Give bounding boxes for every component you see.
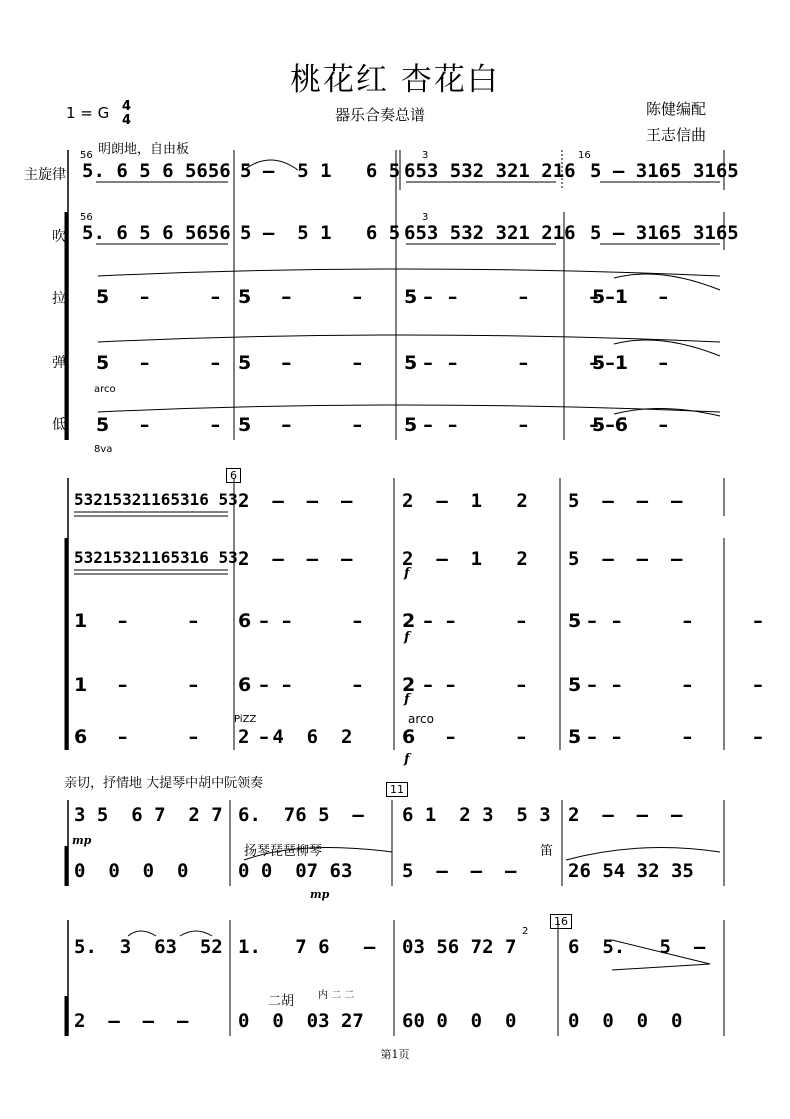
rehearsal-mark-16: 16 [550, 914, 572, 929]
main-melody-m4: 5 – 3165 3165 [590, 160, 739, 182]
low-rests: 5 – – – [96, 414, 291, 436]
main-melody-m7: 2 – 1 2 [402, 490, 528, 512]
score-subtitle: 器乐合奏总谱 [334, 106, 425, 124]
low-rests: 5 – – – [404, 414, 599, 436]
bowing-marks: 内 二 二 [318, 990, 355, 1001]
part-label-string: 拉 [52, 291, 66, 307]
time-mark: 56 [80, 150, 93, 161]
dynamic-f: f [404, 566, 410, 581]
low-rests: 5–6 – [592, 414, 669, 436]
composer-credit: 王志信曲 [646, 126, 707, 144]
pluck-chord-rests: 5 – – – [404, 352, 599, 374]
pluck-rests: 6 – – – [238, 674, 433, 696]
instrument-label-erhu: 二胡 [268, 994, 295, 1009]
pluck-rests: 2 – – – [402, 674, 597, 696]
melody-m10: 6. 76 5 – [238, 804, 364, 826]
time-mark: 56 [80, 212, 93, 223]
accomp-m11: 5 – – – [402, 860, 517, 882]
pluck-rests: 1 – – – [74, 674, 269, 696]
wind-m3: 653 532 321 216 [404, 222, 576, 244]
rehearsal-mark-11: 11 [386, 782, 408, 797]
low-rests: 5 – – – [238, 414, 433, 436]
score-title: 桃花红 杏花白 [290, 62, 500, 98]
meter-bottom: 4 [122, 113, 132, 128]
pluck-chord-rests: 5–1 – [592, 352, 669, 374]
dynamic-f: f [404, 752, 410, 767]
pluck-rests: 5 – – – [568, 674, 763, 696]
wind-m6: 2 – – – [238, 548, 353, 570]
time-mark: 16 [578, 150, 591, 161]
triplet-mark: 3 [422, 212, 429, 223]
string-chord-rests: 5 – – – [238, 286, 433, 308]
tempo-marking: 明朗地，自由板 [98, 142, 190, 157]
main-melody-m1: 5. 6 5 6 5656 [82, 160, 231, 182]
melody-m11: 6 1 2 3 5 3 [402, 804, 551, 826]
pluck-chord-rests: 5 – – – [238, 352, 433, 374]
low-m6: 2 4 6 2 [238, 726, 353, 748]
octave-mark: 8va [94, 444, 113, 455]
wind-m1: 5. 6 5 6 5656 [82, 222, 231, 244]
low-rests: 6 – – – [74, 726, 269, 748]
melody-m9: 3 5 6 7 2 7 [74, 804, 223, 826]
arco-mark: arco [408, 712, 434, 726]
accomp-m15: 60 0 0 0 [402, 1010, 517, 1032]
grace-note: 2 [522, 926, 529, 937]
string-rests: 1 – – – [74, 610, 269, 632]
wind-m2: 5 – 5 1 6 5 [240, 222, 401, 244]
triplet-mark: 3 [422, 150, 429, 161]
accomp-m13: 2 – – – [74, 1010, 189, 1032]
dynamic-f: f [404, 630, 410, 645]
melody-m15: 03 56 72 7 [402, 936, 517, 958]
string-rests: 5 – – – [568, 610, 763, 632]
wind-m8: 5 – – – [568, 548, 683, 570]
arco-mark: arco [94, 384, 116, 395]
part-label-low: 低 [52, 417, 66, 433]
expression-text: 亲切，抒情地 大提琴中胡中阮领奏 [64, 776, 264, 791]
main-melody-m8: 5 – – – [568, 490, 683, 512]
wind-m7: 2 – 1 2 [402, 548, 528, 570]
wind-m5: 53215321165316 53 [74, 548, 238, 567]
melody-m13: 5. 3 63 52 [74, 936, 223, 958]
wind-m4: 5 – 3165 3165 [590, 222, 739, 244]
low-rests: 6 – – – [402, 726, 597, 748]
low-rests: 5 – – – [568, 726, 763, 748]
pizz-mark: PiZZ [234, 714, 257, 725]
melody-m16: 6 5. 5 – [568, 936, 706, 958]
arranger-credit: 陈健编配 [646, 100, 707, 118]
page-number: 第1页 [380, 1048, 410, 1061]
string-chord-rests: 5–1 – [592, 286, 669, 308]
instrument-label-a: 扬琴琵琶柳琴 [244, 844, 323, 859]
main-melody-m2: 5 – 5 1 6 5 [240, 160, 401, 182]
accomp-m9: 0 0 0 0 [74, 860, 189, 882]
melody-m12: 2 – – – [568, 804, 683, 826]
accomp-m10: 0 0 07 63 [238, 860, 353, 882]
main-melody-m3: 653 532 321 216 [404, 160, 576, 182]
accomp-m16: 0 0 0 0 [568, 1010, 683, 1032]
part-label-main: 主旋律 [24, 167, 66, 183]
accomp-m12: 26 54 32 35 [568, 860, 694, 882]
main-melody-m6: 2 – – – [238, 490, 353, 512]
string-rests: 6 – – – [238, 610, 433, 632]
string-rests: 2 – – – [402, 610, 597, 632]
instrument-label-b: 笛 [540, 844, 554, 859]
accomp-m14: 0 0 03 27 [238, 1010, 364, 1032]
dynamic-f: f [404, 692, 410, 707]
dynamic-mp: mp [310, 888, 330, 901]
part-label-wind: 吹 [52, 229, 66, 245]
string-chord-rests: 5 – – – [96, 286, 291, 308]
melody-m14: 1. 7 6 – [238, 936, 376, 958]
main-melody-m5: 53215321165316 53 [74, 490, 238, 509]
pluck-chord-rests: 5 – – – [96, 352, 291, 374]
part-label-pluck: 弹 [52, 355, 66, 371]
meter-top: 4 [122, 99, 132, 114]
rehearsal-mark-6: 6 [226, 468, 241, 483]
string-chord-rests: 5 – – – [404, 286, 599, 308]
key-signature: 1 = G [66, 104, 110, 122]
dynamic-mp: mp [72, 834, 92, 847]
